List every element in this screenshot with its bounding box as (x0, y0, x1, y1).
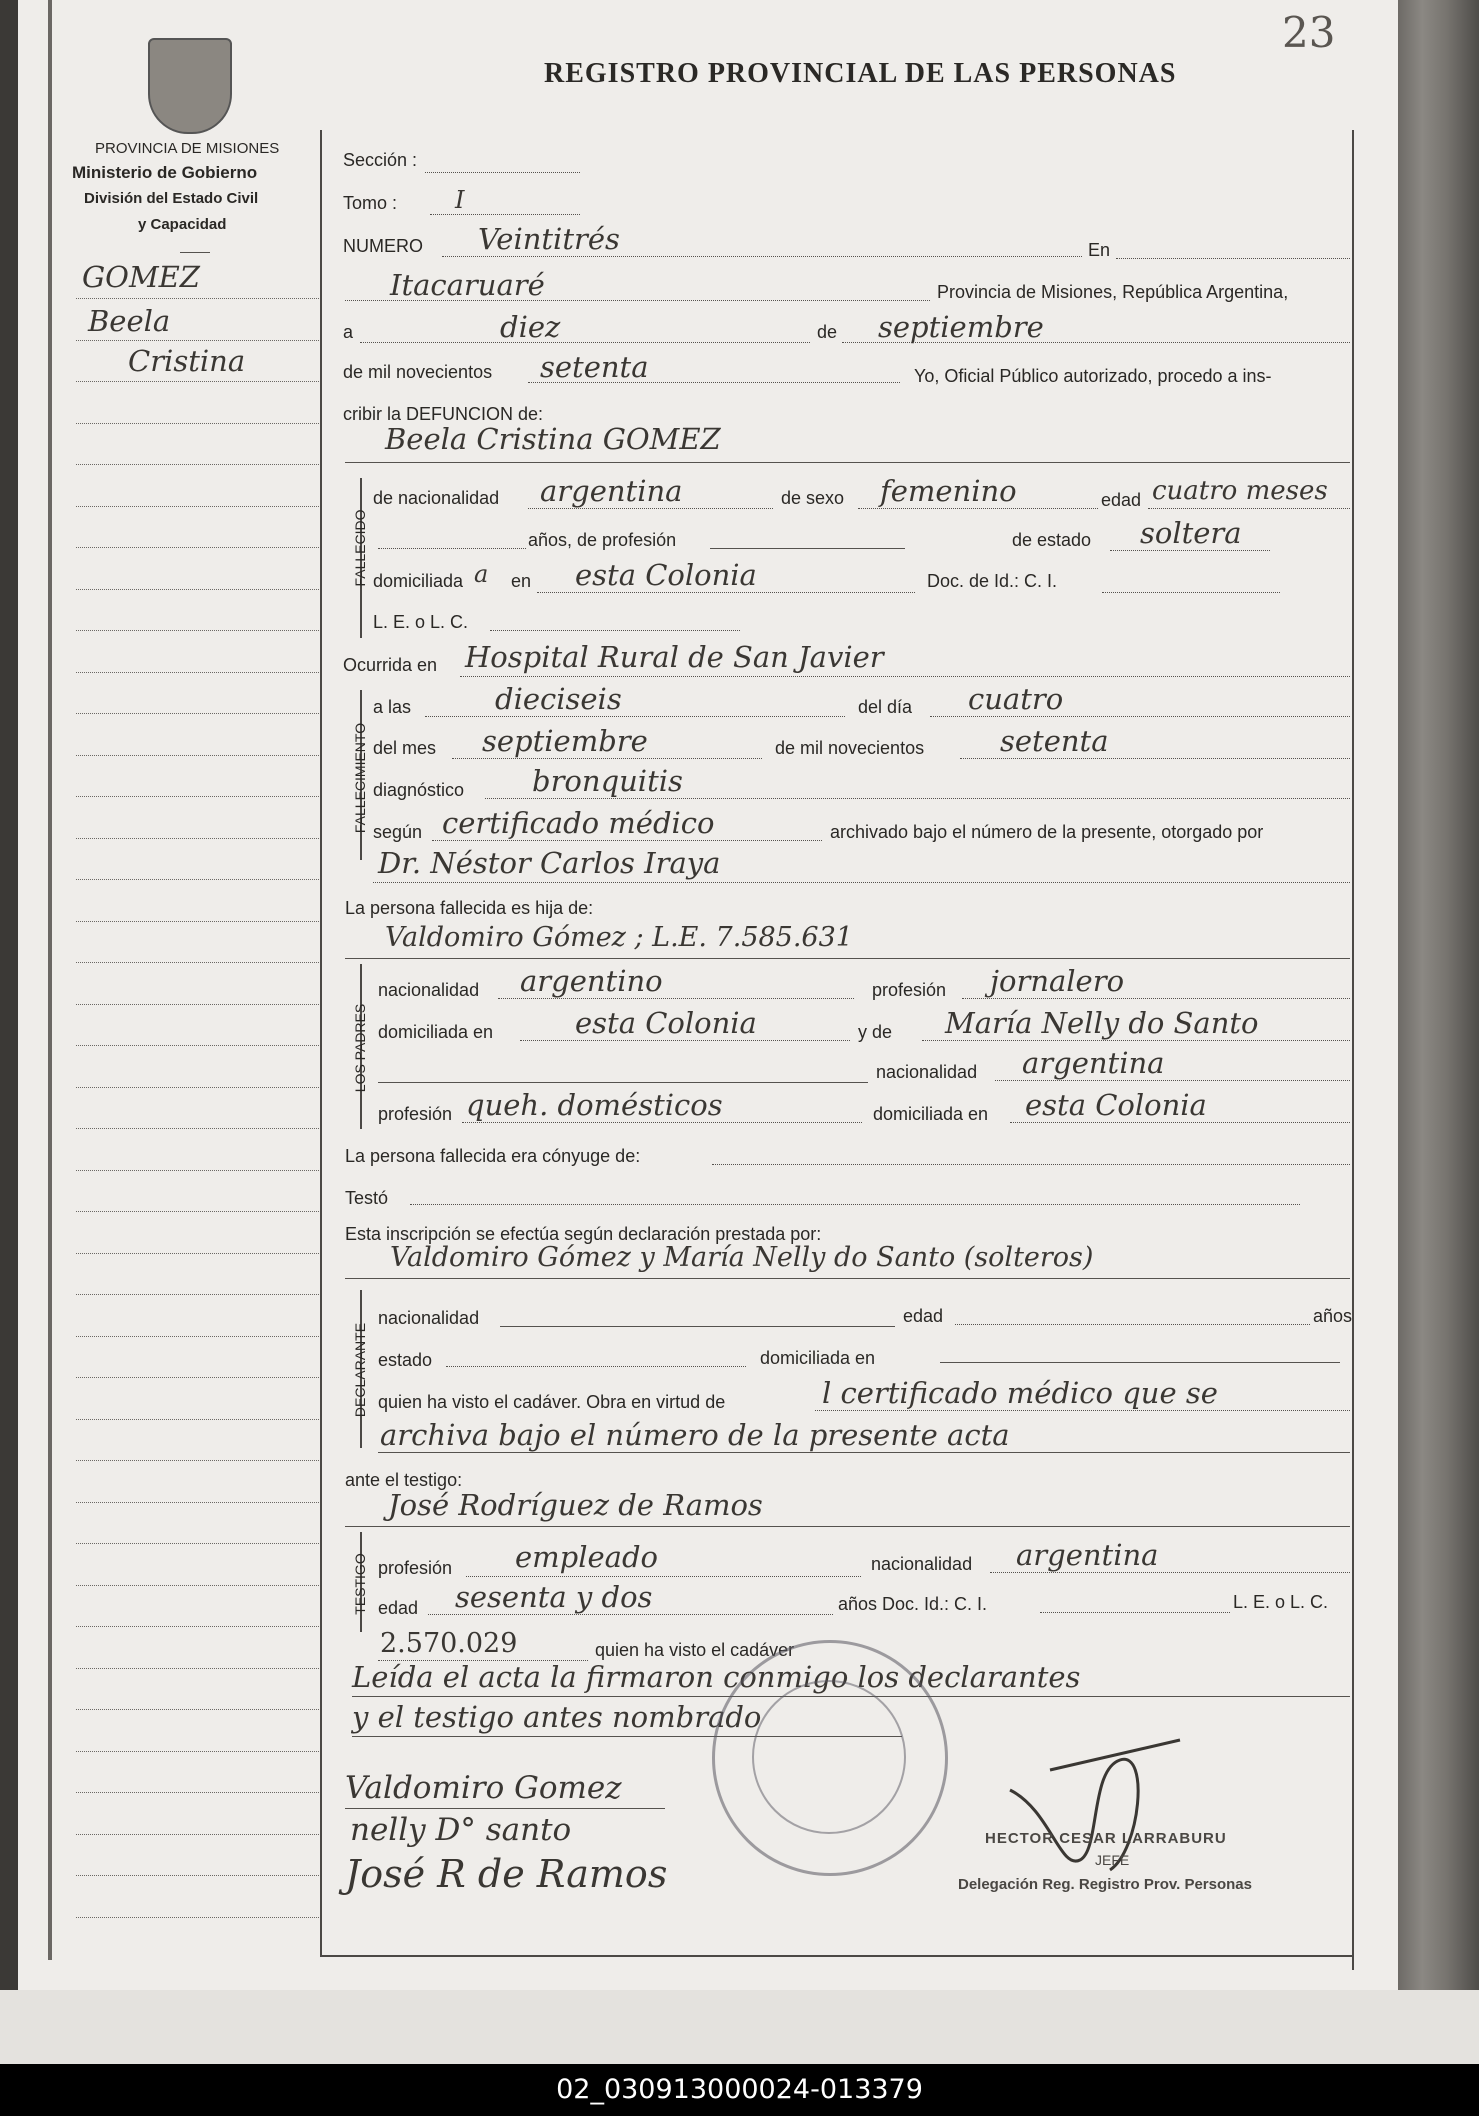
mes-line (452, 758, 762, 759)
madre-nac-line (995, 1080, 1350, 1081)
binder-spine (1398, 0, 1479, 1990)
del-mes-label: del mes (373, 738, 437, 758)
seccion-label: Sección : (343, 150, 418, 170)
testo-label: Testó (345, 1188, 389, 1208)
place-line (345, 300, 930, 301)
margin-rule (76, 1087, 321, 1088)
en2-label: en (511, 571, 532, 591)
sexo-line (858, 508, 1098, 509)
margin-rule (76, 1751, 321, 1752)
sexo-value: femenino (880, 474, 1017, 508)
madre-line (922, 1040, 1350, 1041)
margin-rule (76, 879, 321, 880)
province-label: PROVINCIA DE MISIONES (95, 140, 280, 157)
testigo-visto-label: quien ha visto el cadáver (595, 1640, 795, 1660)
margin-rule (76, 1917, 321, 1918)
profesion-line (710, 548, 905, 549)
mil2-label: de mil novecientos (775, 738, 925, 758)
binding-edge-left (0, 0, 18, 2116)
madre-dom-line (1010, 1122, 1350, 1123)
madre-prof-label: profesión (378, 1104, 453, 1124)
testigo-prof-value: empleado (515, 1540, 658, 1574)
margin-rule (76, 1170, 321, 1171)
officer-office: Delegación Reg. Registro Prov. Personas (958, 1876, 1252, 1893)
margin-name-1: Beela (88, 304, 171, 338)
hora-line (425, 716, 845, 717)
declarante-edad-line (955, 1324, 1310, 1325)
testigo-nac-value: argentina (1016, 1538, 1159, 1572)
domicilio-line (537, 592, 915, 593)
header-rule (180, 252, 210, 253)
closing-line-2: y el testigo antes nombrado (352, 1700, 762, 1734)
declarante-visto-line (815, 1410, 1350, 1411)
testigo-anos-doc-label: años Doc. Id.: C. I. (838, 1594, 988, 1614)
day-line (360, 342, 810, 343)
edad-value: cuatro meses (1152, 476, 1328, 506)
mil-label: de mil novecientos (343, 362, 493, 382)
doctor-value: Dr. Néstor Carlos Iraya (378, 846, 721, 880)
declarante-nac-line (500, 1326, 895, 1327)
margin-rule (76, 1253, 321, 1254)
margin-rule (76, 1668, 321, 1669)
testigo-name-line (345, 1526, 1350, 1527)
margin-rule (76, 755, 321, 756)
declarante-dom-line (940, 1362, 1340, 1363)
declarante-estado-label: estado (378, 1350, 433, 1370)
signature-declarant-1: Valdomiro Gomez (345, 1770, 622, 1806)
del-dia-label: del día (858, 697, 913, 717)
year-value: setenta (540, 350, 649, 384)
padres-tag: LOS PADRES (352, 1003, 368, 1093)
dia-value: cuatro (968, 682, 1064, 716)
declarante-tag: DECLARANTE (352, 1322, 368, 1418)
testigo-doc-value: 2.570.029 (380, 1628, 518, 1659)
deceased-name-line (345, 462, 1350, 463)
declarante-dom-label: domiciliada en (760, 1348, 876, 1368)
conyuge-line (712, 1164, 1350, 1165)
estado-value: soltera (1140, 516, 1242, 550)
declarante-visto-line-2 (378, 1452, 1350, 1453)
madre-prof-line (462, 1122, 862, 1123)
testigo-prof-label: profesión (378, 1558, 453, 1578)
testigo-tag: TESTIGO (352, 1553, 368, 1615)
margin-rule (76, 1626, 321, 1627)
declarante-visto-value: l certificado médico que se (822, 1376, 1218, 1410)
testigo-edad-value: sesenta y dos (455, 1580, 653, 1614)
numero-value: Veintitrés (478, 222, 620, 256)
margin-rule (76, 1834, 321, 1835)
margin-rule (76, 796, 321, 797)
officer-role: JEFE (1095, 1852, 1130, 1868)
fallecido-tag: FALLECIDO (352, 509, 368, 587)
segun-label: según (373, 822, 423, 842)
provincia-label: Provincia de Misiones, República Argentina, (937, 282, 1289, 302)
le-line (490, 630, 740, 631)
edad-line (1148, 508, 1350, 509)
nacionalidad-label: de nacionalidad (373, 488, 500, 508)
declarante-name: Valdomiro Gómez y María Nelly do Santo (solteros) (390, 1242, 1094, 1273)
margin-rule (76, 423, 321, 424)
doctor-line (373, 882, 1350, 883)
document-title: REGISTRO PROVINCIAL DE LAS PERSONAS (544, 58, 1177, 89)
fallecimiento-tag: FALLECIMIENTO (352, 722, 368, 834)
padre-nac-value: argentino (520, 964, 663, 998)
margin-rule (76, 1585, 321, 1586)
margin-rule (76, 1128, 321, 1129)
madre-nac-value: argentina (1022, 1046, 1165, 1080)
margin-rule (76, 464, 321, 465)
ocurrida-value: Hospital Rural de San Javier (465, 640, 884, 674)
declarante-intro-label: Esta inscripción se efectúa según declaración prestada por: (345, 1224, 822, 1244)
seccion-line (425, 172, 580, 173)
margin-rule (76, 1377, 321, 1378)
margin-rule (76, 1336, 321, 1337)
ocurrida-label: Ocurrida en (343, 655, 438, 675)
testigo-nac-line (990, 1572, 1350, 1573)
margin-rule (76, 713, 321, 714)
nacionalidad-value: argentina (540, 474, 683, 508)
month-line (842, 342, 1350, 343)
margin-rule (76, 1004, 321, 1005)
le-label: L. E. o L. C. (373, 612, 469, 632)
margin-rule (76, 1792, 321, 1793)
declarante-name-line (345, 1278, 1350, 1279)
testigo-name: José Rodríguez de Ramos (388, 1488, 763, 1522)
padre-dom-value: esta Colonia (575, 1006, 757, 1040)
declarante-visto-value-2: archiva bajo el número de la presente acta (380, 1418, 1010, 1452)
yde-label: y de (858, 1022, 893, 1042)
month-value: septiembre (878, 310, 1044, 344)
margin-rule (76, 672, 321, 673)
margin-rule (76, 1709, 321, 1710)
mes-value: septiembre (482, 724, 648, 758)
doc-line (1102, 592, 1280, 593)
diagnostico-label: diagnóstico (373, 780, 465, 800)
province-crest-icon (148, 38, 232, 134)
tomo-value: I (455, 186, 465, 214)
officer-name: HECTOR CESAR LARRABURU (985, 1830, 1227, 1847)
madre-extra-line (378, 1082, 868, 1083)
margin-rule (76, 589, 321, 590)
signature-witness: José R de Ramos (345, 1852, 668, 1896)
capacity-label: y Capacidad (138, 216, 227, 233)
testigo-ante-label: ante el testigo: (345, 1470, 463, 1490)
margin-rule (76, 1419, 321, 1420)
signature-declarant-2: nelly D° santo (350, 1812, 572, 1848)
en-label: En (1088, 240, 1111, 260)
sexo-label: de sexo (781, 488, 845, 508)
madre-dom-value: esta Colonia (1025, 1088, 1207, 1122)
margin-rule (76, 298, 321, 299)
madre-nac-label: nacionalidad (876, 1062, 978, 1082)
margin-surname: GOMEZ (82, 260, 200, 294)
diagnostico-value: bronquitis (532, 764, 683, 798)
margin-rule (76, 1502, 321, 1503)
padre-line (345, 958, 1350, 959)
declarante-estado-line (446, 1366, 746, 1367)
padre-dom-label: domiciliada en (378, 1022, 494, 1042)
padre-value: Valdomiro Gómez ; L.E. 7.585.631 (385, 922, 853, 953)
oficial-label: Yo, Oficial Público autorizado, procedo a ins- (914, 366, 1272, 386)
place-value: Itacaruaré (390, 268, 545, 302)
anos-profesion-label: años, de profesión (528, 530, 677, 550)
margin-rule (76, 1294, 321, 1295)
margin-rule (76, 921, 321, 922)
margin-rule (76, 1460, 321, 1461)
domiciliada-a: a (474, 560, 489, 588)
doc-label: Doc. de Id.: C. I. (927, 571, 1058, 591)
margin-rule (76, 340, 321, 341)
padre-nac-label: nacionalidad (378, 980, 480, 1000)
signature-1-rule (345, 1808, 665, 1809)
declarante-anos-label: años (1313, 1306, 1353, 1326)
diagnostico-line (485, 798, 1350, 799)
ministry-label: Ministerio de Gobierno (72, 163, 258, 182)
testigo-edad-label: edad (378, 1598, 419, 1618)
margin-rule (76, 381, 321, 382)
page-gutter (48, 0, 52, 1960)
anos-line (378, 548, 526, 549)
margin-rule (76, 1045, 321, 1046)
testigo-nac-label: nacionalidad (871, 1554, 973, 1574)
domicilio-value: esta Colonia (575, 558, 757, 592)
conyuge-label: La persona fallecida era cónyuge de: (345, 1146, 641, 1166)
registry-seal-inner (752, 1680, 906, 1834)
de-label: de (817, 322, 838, 342)
margin-rule (76, 547, 321, 548)
form-bottom-border (320, 1955, 1352, 1957)
anio-value: setenta (1000, 724, 1109, 758)
a-las-label: a las (373, 697, 412, 717)
inscribir-label: cribir la DEFUNCION de: (343, 404, 544, 424)
segun-value: certificado médico (442, 806, 715, 840)
margin-rule (76, 1875, 321, 1876)
margin-rule (76, 1211, 321, 1212)
edad-label: edad (1101, 490, 1142, 510)
page-number: 23 (1282, 8, 1336, 57)
testigo-doc-line (1040, 1612, 1230, 1613)
declarante-edad-label: edad (903, 1306, 944, 1326)
margin-rule (76, 630, 321, 631)
margin-rule (76, 962, 321, 963)
segun-line (432, 840, 822, 841)
division-label: División del Estado Civil (84, 190, 259, 207)
margin-rule (76, 506, 321, 507)
padre-prof-label: profesión (872, 980, 947, 1000)
archivado-label: archivado bajo el número de la presente, otorgado por (830, 822, 1264, 842)
nacionalidad-line (528, 508, 773, 509)
padre-prof-line (962, 998, 1350, 999)
numero-line (442, 256, 1082, 257)
testigo-le-label: L. E. o L. C. (1233, 1592, 1329, 1612)
testigo-prof-line (466, 1576, 861, 1577)
hija-label: La persona fallecida es hija de: (345, 898, 594, 918)
anio-line (960, 758, 1350, 759)
declarante-nac-label: nacionalidad (378, 1308, 480, 1328)
ocurrida-line (460, 676, 1350, 677)
margin-rule (76, 838, 321, 839)
day-value: diez (500, 310, 561, 344)
estado-label: de estado (1012, 530, 1092, 550)
testo-line (410, 1204, 1300, 1205)
dia-line (930, 716, 1350, 717)
deceased-name: Beela Cristina GOMEZ (385, 422, 721, 456)
madre-prof-value: queh. domésticos (466, 1088, 723, 1122)
padre-nac-line (498, 998, 854, 999)
tomo-label: Tomo : (343, 193, 398, 213)
padre-prof-value: jornalero (990, 964, 1125, 998)
image-id-bar: 02_030913000024-013379 (0, 2064, 1479, 2116)
a-label: a (343, 322, 354, 342)
madre-value: María Nelly do Santo (945, 1006, 1259, 1040)
declarante-visto-label: quien ha visto el cadáver. Obra en virtud de (378, 1392, 726, 1412)
padre-dom-line (520, 1040, 850, 1041)
testigo-edad-line (428, 1614, 833, 1615)
hora-value: dieciseis (495, 682, 622, 716)
margin-rule (76, 1543, 321, 1544)
form-left-border (320, 130, 322, 1955)
year-line (528, 382, 900, 383)
madre-dom-label: domiciliada en (873, 1104, 989, 1124)
closing-line-1: Leída el acta la firmaron conmigo los declarantes (352, 1660, 1081, 1694)
numero-label: NUMERO (343, 236, 423, 256)
en-line (1116, 258, 1350, 259)
estado-line (1110, 550, 1270, 551)
form-right-border (1352, 130, 1354, 1970)
domiciliada-label: domiciliada (373, 571, 464, 591)
tomo-line (430, 214, 580, 215)
margin-name-2: Cristina (128, 344, 246, 378)
